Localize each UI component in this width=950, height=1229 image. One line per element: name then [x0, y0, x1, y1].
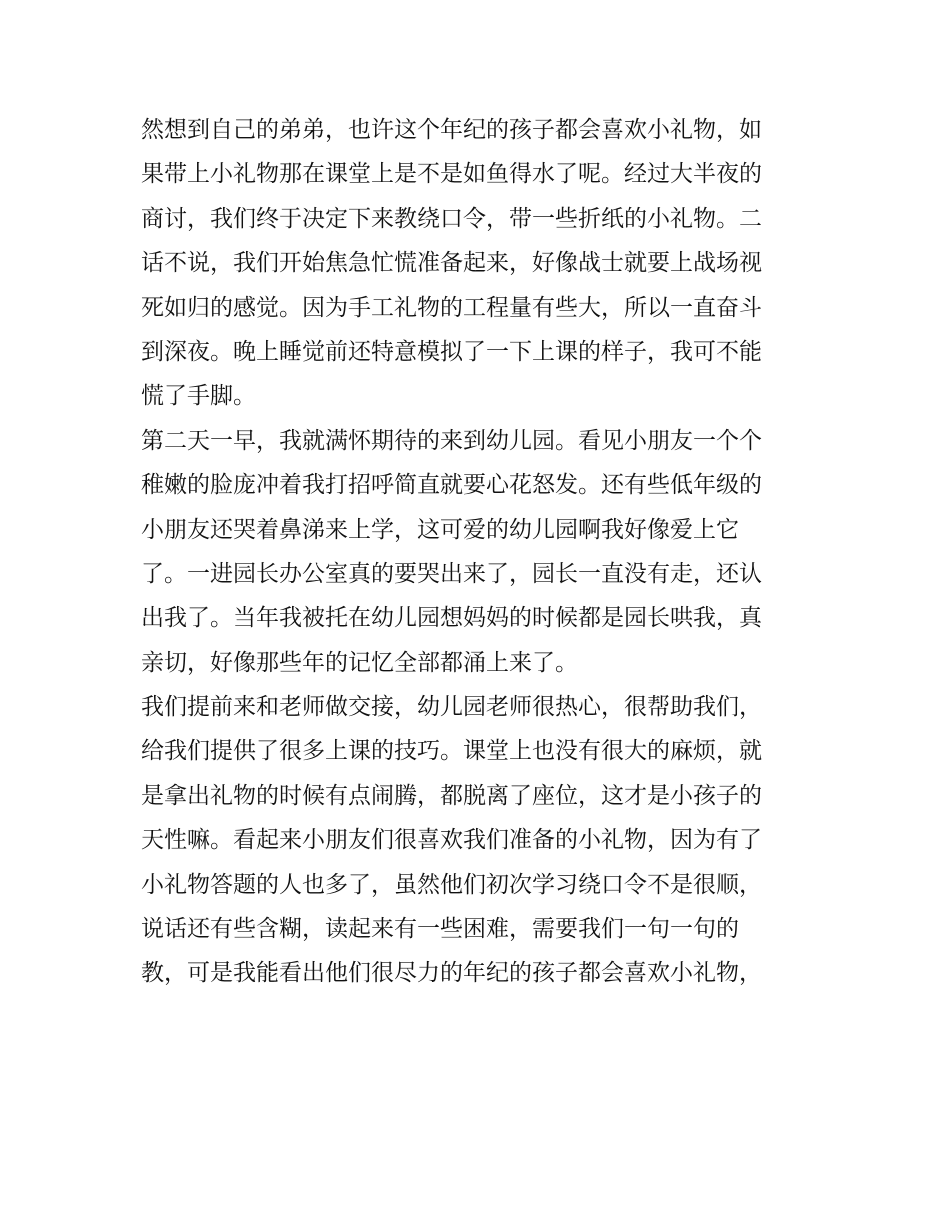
- text-line: 第二天一早，我就满怀期待的来到幼儿园。看见小朋友一个个: [141, 427, 762, 454]
- text-line: 小礼物答题的人也多了，虽然他们初次学习绕口令不是很顺，: [141, 871, 762, 898]
- text-line: 到深夜。晚上睡觉前还特意模拟了一下上课的样子，我可不能: [141, 338, 762, 365]
- text-line: 商讨，我们终于决定下来教绕口令，带一些折纸的小礼物。二: [141, 205, 762, 232]
- body-text: [141, 108, 821, 996]
- text-line: 亲切，好像那些年的记忆全部都涌上来了。: [141, 649, 578, 676]
- text-line: 教，可是我能看出他们很尽力的年纪的孩子都会喜欢小礼物，: [141, 960, 762, 987]
- text-line: 给我们提供了很多上课的技巧。课堂上也没有很大的麻烦，就: [141, 738, 762, 765]
- text-line: 慌了手脚。: [141, 383, 256, 410]
- text-line: 死如归的感觉。因为手工礼物的工程量有些大，所以一直奋斗: [141, 294, 762, 321]
- text-line: 天性嘛。看起来小朋友们很喜欢我们准备的小礼物，因为有了: [141, 827, 762, 854]
- text-line: 话不说，我们开始焦急忙慌准备起来，好像战士就要上战场视: [141, 250, 762, 277]
- text-line: 我们提前来和老师做交接，幼儿园老师很热心，很帮助我们，: [141, 694, 762, 721]
- text-line: 果带上小礼物那在课堂上是不是如鱼得水了呢。经过大半夜的: [141, 161, 762, 188]
- text-line: 说话还有些含糊，读起来有一些困难，需要我们一句一句的: [141, 916, 739, 943]
- text-line: 小朋友还哭着鼻涕来上学，这可爱的幼儿园啊我好像爱上它: [141, 516, 739, 543]
- text-line: 出我了。当年我被托在幼儿园想妈妈的时候都是园长哄我，真: [141, 605, 762, 632]
- text-line: 稚嫩的脸庞冲着我打招呼简直就要心花怒发。还有些低年级的: [141, 472, 762, 499]
- text-line: 了。一进园长办公室真的要哭出来了，园长一直没有走，还认: [141, 560, 762, 587]
- text-line: 是拿出礼物的时候有点闹腾，都脱离了座位，这才是小孩子的: [141, 782, 762, 809]
- text-line: 然想到自己的弟弟，也许这个年纪的孩子都会喜欢小礼物，如: [141, 117, 762, 143]
